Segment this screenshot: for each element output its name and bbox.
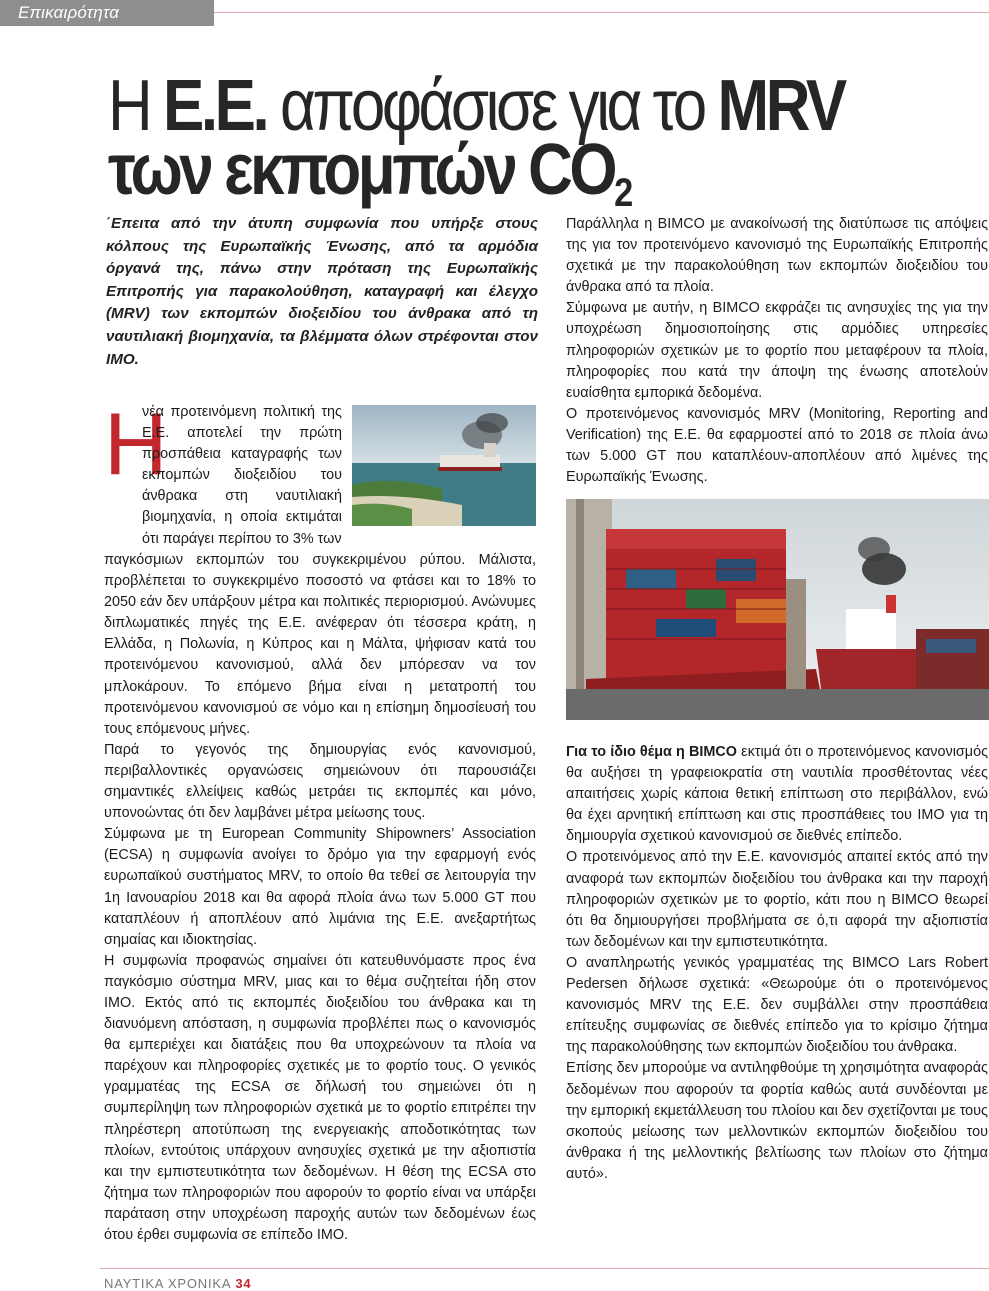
paragraph: Η συμφωνία προφανώς σημαίνει ότι κατευθυνόμαστε προς ένα παγκόσμιο σύστημα MRV, μιας και το θέμα συζητείται ήδη στον IMO. Εκτός από τις εκπομπές διοξειδίου του άνθρακα και τη διανυόμενη απόσταση, η συμφωνία προβλέπει πως ο κανονισμός θα εμπεριέχει και διατάξεις που θα υποχρεώνουν τα πλοία να παρέχουν και πληροφορίες σχετικές με το φορτίο τους. Ο γενικός γραμματέας της ECSA σε δήλωσή του σημειώνει ότι η συμπερίληψη των πληροφοριών σχετικά με το φορτίο επιτρέπει την πληρέστερη αποτύπωση της ενεργειακής αποδοτικότητας των πλοίων, εντούτοις υπάρχουν ανησυχίες σχετικά με την αξιοπιστία και την εμπιστευτικότητα των δεδομένων. Η θέση της ECSA στο ζήτημα των πληροφοριών που αφορούν το φορτίο είναι να υπάρξει παράταση στην υποχρέωση παροχής αυτών των δεδομένων έως ότου έρθει συμφωνία σε επίπεδο IMO. [104,952,536,1243]
paragraph: Σύμφωνα με αυτήν, η BIMCO εκφράζει τις ανησυχίες της για την υποχρέωση δημοσιοποίησης στις αρμόδιες υπηρεσίες πληροφοριών σχετικών με το φορτίο που μεταφέρουν τα πλοία, πληροφορίες που κατά την άποψη της ένωσης αποτελούν ευαίσθητα εμπορικά δεδομένα. [566,300,988,401]
top-divider [214,12,989,13]
paragraph: Ο προτεινόμενος από την Ε.Ε. κανονισμός απαιτεί εκτός από την αναφορά των εκπομπών διοξειδίου του άνθρακα και την παροχή πληροφοριών σχετικών με το φορτίο, κάτι που η BIMCO θεωρεί ότι θα δημιουργήσει προβλήματα σε ό,τι αφορά την αξιοπιστία των δεδομένων και την εμπιστευτικότητα. [566,849,988,950]
right-column-body [566,742,988,1185]
title-line-1: Η Ε.Ε. αποφάσισε για το MRV [108,66,844,146]
article-lead: ΄Επειτα από την άτυπη συμφωνία που υπήρξε στους κόλπους της Ευρωπαϊκής Ένωσης, από τα αρμόδια όργανά της, πάνω στην πρόταση της Ευρωπαϊκής Επιτροπής για παρακολούθηση, καταγραφή και έλεγχο (MRV) των εκπομπών διοξειδίου του άνθρακα από τη ναυτιλιακή βιομηχανία, τα βλέμματα όλων στρέφονται στον IMO. [106,215,538,368]
paragraph: Παράλληλα η BIMCO με ανακοίνωσή της διατύπωσε τις απόψεις της για τον προτεινόμενο κανονισμό της Ευρωπαϊκής Επιτροπής σχετικά με την παρακολούθηση των εκπομπών διοξειδίου του άνθρακα από τα πλοία. [566,216,988,296]
bold-lead-in: Για το ίδιο θέμα η BIMCO [566,744,737,760]
article-title [108,66,848,215]
left-column-body [104,550,536,1246]
ship-photo-sea [352,405,536,526]
drop-cap: Η [104,394,168,493]
paragraph: Για το ίδιο θέμα η BIMCO εκτιμά ότι ο προτεινόμενος κανονισμός θα αυξήσει τη γραφειοκρατία στη ναυτιλία προσθέτοντας νέες απαιτήσεις χωρίς κάποια θετική επίπτωση στο περιβάλλον, ενώ θα έχει αρνητική επίπτωση και στις προσπάθειες του IMO για τη δημιουργία σχετικού κανονισμού σε διεθνές επίπεδο. [566,744,989,845]
right-column-top [566,214,988,488]
page-number: 34 [235,1276,252,1291]
section-tab [0,0,214,26]
left-column-intro: νέα προτεινόμενη πολιτική της Ε.Ε. αποτελεί την πρώτη προσπάθεια καταγραφής των εκπομπών διοξειδίου του άνθρακα στη ναυτιλιακή βιομηχανία, η οποία εκτιμάται ότι παράγει περίπου το 3% των [142,404,342,547]
paragraph: Σύμφωνα με τη European Community Shipowners’ Association (ECSA) η συμφωνία ανοίγει το δρόμο για την εφαρμογή ενός ευρωπαϊκού συστήματος MRV, το οποίο θα τεθεί σε λειτουργία την 1η Ιανουαρίου 2018 και θα αφορά πλοία άνω των 5.000 GT που καταπλέουν ή αποπλέουν από λιμάνια της Ε.Ε. ανεξαρτήτως σημαίας και ιδιοκτησίας. [104,826,536,948]
paragraph: Ο αναπληρωτής γενικός γραμματέας της BIMCO Lars Robert Pedersen δήλωσε σχετικά: «Θεωρούμε ότι ο προτεινόμενος κανονισμός MRV της Ε.Ε. δεν συμβάλλει στην προσπάθεια επίτευξης συμφωνίας σε διεθνές επίπεδο για το κρίσιμο ζήτημα της παρακολούθησης των εκπομπών διοξειδίου του άνθρακα. [566,954,988,1056]
footer-divider [100,1268,989,1269]
paragraph: Ο προτεινόμενος κανονισμός MRV (Monitoring, Reporting and Verification) της Ε.Ε. θα εφαρμοστεί από το 2018 σε πλοία άνω των 5.000 GT που καταπλέουν-αποπλέουν από λιμένες της Ευρωπαϊκής Ένωσης. [566,405,988,486]
container-port-photo [566,499,989,720]
section-label: Επικαιρότητα [18,3,120,22]
page-footer [104,1276,251,1291]
paragraph: Παρά το γεγονός της δημιουργίας ενός κανονισμού, περιβαλλοντικές οργανώσεις σημειώνουν ότι παρουσιάζει σημαντικές ελλείψεις καθώς μετράει τις εκπομπές και μόνο, υπονοώντας ότι δεν λαμβάνει μέτρα μείωσης τους. [104,741,536,822]
title-line-2: των εκπομπών CO2 [108,130,630,215]
paragraph: Επίσης δεν μπορούμε να αντιληφθούμε τη χρησιμότητα αναφοράς δεδομένων που αφορούν τα φορτία καθώς αυτά συνδέονται με την εμπορική εκμετάλλευση του πλοίου και δεν σχετίζονται με τους σκοπούς μείωσης των μελλοντικών εκπομπών διοξειδίου του άνθρακα ή της μελλοντικής βελτίωσης των πλοίων στο ζήτημα αυτό». [566,1060,988,1182]
paragraph: παγκόσμιων εκπομπών του συγκεκριμένου ρύπου. Μάλιστα, προβλέπεται το συγκεκριμένο ποσοστό να φτάσει και το 18% το 2050 εάν δεν υπάρξουν μέτρα και πολιτικές περιορισμού. Ανώνυμες διπλωματικές πηγές της Ε.Ε. ανέφεραν ότι τέσσερα κράτη, η Ελλάδα, η Πολωνία, η Κύπρος και η Μάλτα, ψήφισαν κατά του προτεινόμενου κανονισμού, αλλά δεν μπόρεσαν να τον μπλοκάρουν. Το επόμενο βήμα είναι η μετατροπή του προτεινόμενου κανονισμού σε νόμο και η επίσημη δημοσίευσή του τους επόμενους μήνες. [104,552,536,737]
publication-name: ΝΑΥΤΙΚΑ ΧΡΟΝΙΚΑ [104,1276,232,1291]
